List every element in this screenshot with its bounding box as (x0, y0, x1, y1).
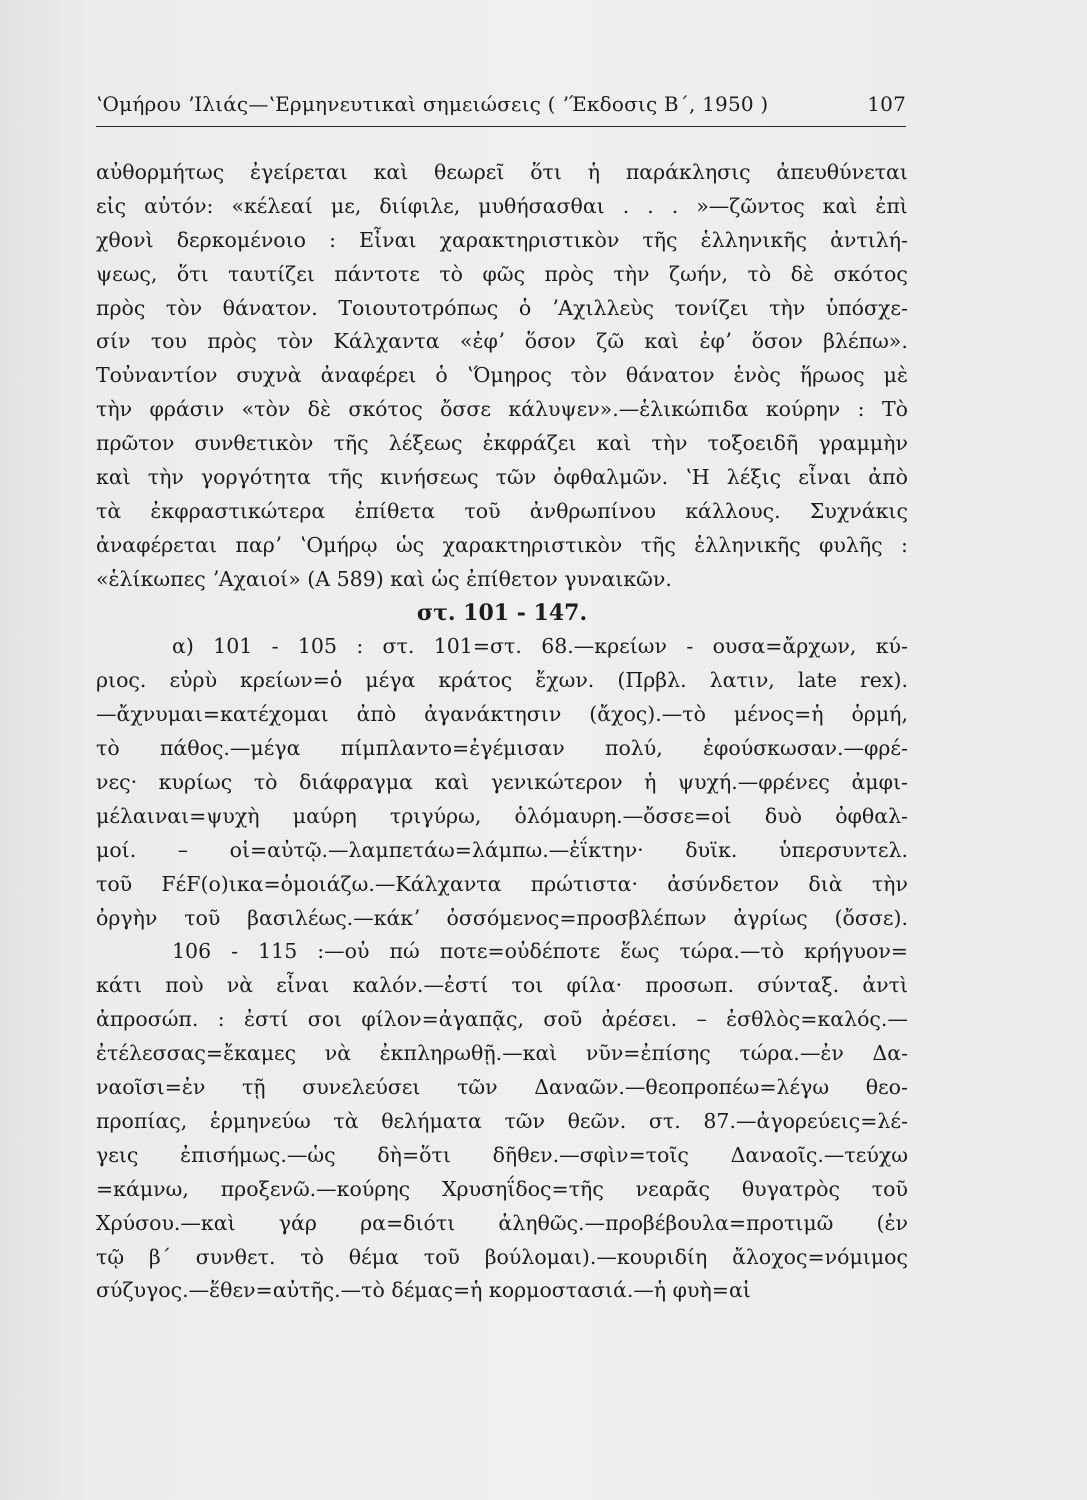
word: ὑπόσχε- (825, 295, 908, 320)
word: νεαρᾶς (635, 1176, 710, 1201)
word: τῆς (328, 465, 364, 490)
text-line (96, 258, 908, 292)
word: ουσα=ἄρχων, (712, 634, 857, 659)
word: λατιν, (709, 668, 775, 693)
word: ἐκπληρωθῇ.—καὶ (379, 1041, 558, 1066)
word: δῆθεν.—σφὶν=τοῖς (492, 1142, 689, 1167)
word: τοῦ (184, 905, 221, 930)
text-line (96, 969, 908, 1003)
word: ψεως, (96, 261, 158, 286)
word: ἀπροσώπ. (96, 1007, 199, 1032)
word: =κάμνω, (96, 1176, 189, 1201)
word: τὴν (613, 261, 650, 286)
word: τὸν (570, 363, 607, 388)
word: μὲ (883, 363, 908, 388)
word: βασιλέως.—κάκʼ (247, 905, 420, 930)
word: Κάλχαντα (333, 329, 440, 354)
word: χαρακτηριστικὸν (442, 532, 623, 557)
word: ἀγρίως (733, 905, 808, 930)
word: σοῦ (543, 1007, 583, 1032)
text-line (96, 1037, 908, 1071)
word: «ἐφʼ (459, 329, 505, 354)
word: ἀμφι- (851, 770, 908, 795)
word: Χρύσου.—καὶ (96, 1210, 236, 1235)
word: Εἶναι (359, 227, 417, 252)
word: ἑνὸς (733, 363, 781, 388)
word: πρῶτον (96, 431, 175, 456)
word: μυθήσασθαι (478, 193, 605, 218)
word: τὸ (747, 261, 772, 286)
word: ὀργὴν (96, 905, 158, 930)
text-line (96, 190, 908, 224)
word: ὁλόμαυρη.—ὄσσε=οἱ (514, 803, 732, 828)
word: : (857, 397, 865, 422)
word: ἀναφέρει (320, 363, 417, 388)
text-line (96, 1105, 908, 1139)
text-line (96, 732, 908, 766)
word: ἐπὶ (875, 193, 908, 218)
word: ἐπισήμως.—ὡς (180, 1142, 336, 1167)
word: Τὸ (881, 397, 908, 422)
word: βούλομαι).—κουριδίη (484, 1244, 708, 1269)
word: Δαναοῖς.—τεύχω (730, 1142, 908, 1167)
word: α) (172, 634, 194, 659)
word: ὀσσόμενος=προσβλέπων (446, 905, 707, 930)
word: ὅσον (751, 329, 803, 354)
word: FέF(ο)ικα=ὁμοιάζω.—Κάλχαντα (161, 871, 502, 896)
word: «κέλεαί (231, 193, 313, 218)
word: τῶν (504, 1108, 545, 1133)
word: (ἄχος).—τὸ (589, 702, 706, 727)
word: καὶ (822, 193, 858, 218)
word: δὲ (307, 397, 331, 422)
word: θάνατον (625, 363, 715, 388)
word: ρα=διότι (360, 1210, 456, 1235)
text-line (96, 393, 908, 427)
word: τὴν (769, 295, 806, 320)
word: του (150, 329, 187, 354)
word: 68.—κρείων (541, 634, 667, 659)
word: πρώτιστα· (530, 871, 639, 896)
word: 101 (213, 634, 253, 659)
word: θέμα (348, 1244, 399, 1269)
word: —ἄχνυμαι=κατέχομαι (96, 702, 329, 727)
word: : (356, 634, 364, 659)
word: τώρα.—ἐν (739, 1041, 844, 1066)
word: Δα- (872, 1041, 908, 1066)
word: 106 (172, 939, 212, 964)
word: προσωπ. (645, 973, 734, 998)
word: κρείων=ὁ (240, 668, 343, 693)
word: τὸ (96, 736, 120, 761)
word: τὴν (871, 871, 908, 896)
word: ἀπευθύνεται (776, 160, 908, 184)
word: λέξεως (388, 431, 463, 456)
text-line (96, 359, 908, 393)
word: συνελεύσει (302, 1075, 421, 1100)
word: late (797, 668, 837, 693)
word: «τὸν (241, 397, 291, 422)
word: με, (330, 193, 362, 218)
text-line (96, 529, 908, 563)
word: νες· (96, 770, 138, 795)
word: (ὄσσε). (834, 905, 908, 930)
word: τοῦ (464, 498, 501, 523)
word: ʽΟμήρῳ (299, 532, 378, 557)
word: καὶ (644, 329, 680, 354)
word: πάντοτε (334, 261, 420, 286)
text-line (96, 800, 908, 834)
word: ζωήν, (668, 261, 729, 286)
word: μαύρη (292, 803, 357, 828)
word: ἀναφέρεται (96, 532, 218, 557)
word: τοῦ (871, 1176, 908, 1201)
word: ἐπίθετα (354, 498, 436, 523)
word: καὶ (434, 770, 470, 795)
word: ἑλληνικῆς (700, 227, 807, 252)
word: κυρίως (158, 770, 233, 795)
word: πίμπλαντο=ἐγέμισαν (340, 736, 565, 761)
word: τῶν (495, 465, 537, 490)
word: ὑπερσυντελ. (779, 837, 908, 862)
word: καλόν.—ἐστί (352, 973, 489, 998)
word: τὰ (333, 1108, 359, 1133)
word: χθονὶ (96, 227, 154, 252)
word: μέλαιναι=ψυχὴ (96, 803, 260, 828)
word: κράτος (438, 668, 513, 693)
word: τὸ (439, 261, 464, 286)
word: παρʼ (235, 532, 282, 557)
word: Δαναῶν.—θεοπροπέω=λέγω (534, 1075, 830, 1100)
word: β΄ (148, 1244, 171, 1269)
word: κινήσεως (380, 465, 479, 490)
word: μοί. (96, 837, 137, 862)
text-line (96, 292, 908, 326)
word: τῷ (96, 1244, 125, 1269)
word: ὀφθαλμῶν. (553, 465, 669, 490)
word: γεις (96, 1142, 139, 1167)
word: τοῦ (96, 871, 133, 896)
word: ἡ (644, 770, 657, 795)
word: ταυτίζει (228, 261, 315, 286)
word: ἑρμηνεύω (209, 1108, 311, 1133)
word: τριγύρω, (389, 803, 482, 828)
word: τὸν (277, 329, 314, 354)
word: διὰ (808, 871, 843, 896)
word: τὰ (96, 498, 122, 523)
word: τὸ (300, 1244, 324, 1269)
word: αὐτόν: (144, 193, 214, 218)
word: σοι (307, 1007, 343, 1032)
word: θελήματα (381, 1108, 482, 1133)
text-line (96, 935, 908, 969)
section-heading: στ. 101 - 147. (416, 599, 588, 626)
word: . (647, 193, 654, 218)
word: ἑλληνικῆς (694, 532, 801, 557)
word: φίλα· (566, 973, 623, 998)
word: (Πρβλ. (617, 668, 687, 693)
word: τῶν (457, 1075, 498, 1100)
word: τὸ (253, 770, 278, 795)
word: εἰς (96, 193, 127, 218)
word: λέξις (726, 465, 782, 490)
running-header (96, 92, 906, 116)
word: :—οὐ (317, 939, 370, 964)
word: φυλῆς (819, 532, 883, 557)
word: νὰ (324, 1041, 352, 1066)
word: κάτι (96, 973, 143, 998)
text-line (96, 1071, 908, 1105)
word: μένος=ἡ (733, 702, 824, 727)
text-line (96, 1207, 908, 1241)
word: . (622, 193, 630, 218)
word: σίν (96, 329, 131, 354)
word: : (901, 532, 908, 557)
word: ʼΑχιλλεὺς (551, 295, 655, 320)
word: θεωρεῖ (434, 160, 505, 184)
word: κύ- (875, 634, 908, 659)
word: τῆς (333, 431, 369, 456)
word: δυϊκ. (685, 837, 738, 862)
word: ἀρέσει. (601, 1007, 678, 1032)
text-line (96, 224, 908, 258)
text-line (96, 325, 908, 359)
word: ἥρωος (799, 363, 865, 388)
word: ἀγανάκτησιν (424, 702, 562, 727)
word: τῆς (640, 532, 676, 557)
word: ὁ (435, 363, 448, 388)
word: ναοῖσι=ἐν (96, 1075, 206, 1100)
word: σύνταξ. (757, 973, 840, 998)
word: θεῶν. (567, 1108, 627, 1133)
text-line (96, 1173, 908, 1207)
header-rule (96, 126, 906, 127)
word: κάλλους. (685, 498, 781, 523)
word: ποὺ (165, 973, 204, 998)
running-title: ʽΟμήρου ʼΙλιάς—ʽΕρμηνευτικαὶ σημειώσεις ( ʼΈκδοσις Β΄, 1950 ) (96, 92, 769, 116)
text-line (96, 1003, 908, 1037)
word: ψυχή.—φρένες (678, 770, 830, 795)
word: »—ζῶντος (696, 193, 805, 218)
word: ʽΌμηρος (466, 363, 552, 388)
word: τοι (511, 973, 544, 998)
word: ζῶ (596, 329, 625, 354)
word: ὁ (518, 295, 532, 320)
word: χαρακτηριστικὸν (439, 227, 620, 252)
word: ἐκφράζει (482, 431, 577, 456)
word: (ἐν (876, 1210, 908, 1235)
word: θυγατρὸς (741, 1176, 840, 1201)
text-line (96, 156, 908, 190)
word: μέγα (365, 668, 416, 693)
word: ἀντὶ (862, 973, 908, 998)
word: συχνὰ (236, 363, 302, 388)
word: 87.—ἀγορεύεις=λέ- (703, 1108, 908, 1133)
word: ἀληθῶς.—προβέβουλα=προτιμῶ (498, 1210, 834, 1235)
word: θεο- (865, 1075, 908, 1100)
word: – (696, 1007, 707, 1032)
word: ὅτι (176, 261, 209, 286)
word: τοξοειδῆ (707, 431, 799, 456)
word: ἀπὸ (356, 702, 397, 727)
word: φῶς (482, 261, 526, 286)
word: πολύ, (604, 736, 663, 761)
word: γοργότητα (200, 465, 311, 490)
word: ἐγείρεται (249, 160, 348, 184)
word: τὴν (96, 397, 133, 422)
word: ἀντιλή- (830, 227, 908, 252)
text-line (96, 495, 908, 529)
word: πώ (389, 939, 420, 964)
word: - (231, 939, 239, 964)
word: στ. (382, 634, 415, 659)
word: συνθετ. (195, 1244, 276, 1269)
word: ὄσσε (440, 397, 492, 422)
word: τώρα.—τὸ (679, 939, 785, 964)
word: – (177, 837, 189, 862)
word: ὅτι (530, 160, 562, 184)
word: τονίζει (674, 295, 749, 320)
word: δυὸ (764, 803, 803, 828)
text-line (96, 698, 908, 732)
text-line (96, 834, 908, 868)
word: 101=στ. (433, 634, 522, 659)
text-line (96, 902, 908, 936)
text-line (96, 766, 908, 800)
word: παράκλησις (625, 160, 751, 184)
word: τῇ (241, 1075, 266, 1100)
word: πρὸς (96, 295, 146, 320)
word: εὐρὺ (169, 668, 218, 693)
word: δερκομένοιο (176, 227, 307, 252)
word: : (217, 1007, 225, 1032)
text-line (96, 1139, 908, 1173)
word: 115 (258, 939, 298, 964)
word: καὶ (96, 465, 131, 490)
text-line (96, 868, 908, 902)
word: πρὸς (544, 261, 594, 286)
commentary-text (96, 156, 908, 1308)
word: τῆς (642, 227, 678, 252)
word: 105 (297, 634, 337, 659)
word: συνθετικὸν (194, 431, 314, 456)
word: ἐκφραστικώτερα (150, 498, 326, 523)
word: ἀπὸ (868, 465, 908, 490)
word: φράσιν (149, 397, 225, 422)
word: θάνατον. (222, 295, 318, 320)
word: ἐστί (244, 1007, 289, 1032)
word: οἱ=αὐτῷ.—λαμπετάω=λάμπω.—ἐΐκτην· (229, 837, 644, 862)
word: ʽΗ (685, 465, 710, 490)
page-number: 107 (867, 92, 906, 116)
word: στ. (648, 1108, 681, 1133)
word: γραμμὴν (818, 431, 908, 456)
word: κούρην (765, 397, 841, 422)
text-line (96, 427, 908, 461)
word: Τοιουτοτρόπως (338, 295, 499, 320)
word: σκότος (833, 261, 908, 286)
word: νὰ (226, 973, 254, 998)
word: νῦν=ἐπίσης (585, 1041, 711, 1066)
text-line (96, 461, 908, 495)
word: πάθος.—μέγα (159, 736, 301, 761)
word: τὸν (165, 295, 203, 320)
word: δὴ=ὅτι (377, 1142, 451, 1167)
word: τοῦ (423, 1244, 460, 1269)
word: προπίας, (96, 1108, 188, 1133)
word: rex). (859, 668, 908, 693)
word: καὶ (596, 431, 632, 456)
word: σκότος (348, 397, 423, 422)
text-line: σύζυγος.—ἕθεν=αὐτῆς.—τὸ δέμας=ἡ κορμοστασιά.—ἡ φυὴ=αἱ (96, 1278, 751, 1303)
word: διάφραγμα (299, 770, 413, 795)
word: - (271, 634, 279, 659)
word: . (671, 193, 679, 218)
word: ποτε=οὐδέποτε (439, 939, 601, 964)
word: προξενῶ.—κούρης (220, 1176, 411, 1201)
text-line (96, 630, 908, 664)
word: κρήγυον= (804, 939, 908, 964)
word: πρὸς (207, 329, 257, 354)
word: κάλυψεν».—ἑλικώπιδα (508, 397, 749, 422)
word: ἡ (587, 160, 601, 184)
text-line (96, 664, 908, 698)
word: Τοὐναντίον (96, 363, 218, 388)
word: ἐφʼ (699, 329, 732, 354)
word: ὀφθαλ- (835, 803, 908, 828)
word: ἀνθρωπίνου (529, 498, 656, 523)
word: εἶναι (798, 465, 852, 490)
word: εἶναι (276, 973, 330, 998)
word: αὐθορμήτως (96, 160, 225, 184)
word: φίλον=ἀγαπᾷς, (361, 1007, 525, 1032)
word: : (329, 227, 337, 252)
word: ριος. (96, 668, 147, 693)
word: - (686, 634, 694, 659)
word: γάρ (278, 1210, 317, 1235)
text-line: «ἑλίκωπες ʼΑχαιοί» (Α 589) καὶ ὡς ἐπίθετον γυναικῶν. (96, 566, 672, 591)
word: ἄλοχος=νόμιμος (732, 1244, 908, 1269)
word: γενικώτερον (490, 770, 623, 795)
word: ἐφούσκωσαν.—φρέ- (703, 736, 908, 761)
word: διίφιλε, (379, 193, 461, 218)
word: ἕως (620, 939, 660, 964)
word: ἐτέλεσσας=ἔκαμες (96, 1041, 297, 1066)
word: ὁρμή, (851, 702, 908, 727)
text-line (96, 1241, 908, 1275)
word: δὲ (790, 261, 815, 286)
word: ὅσον (524, 329, 576, 354)
word: Χρυσηΐδος=τῆς (441, 1176, 604, 1201)
word: τὴν (651, 431, 688, 456)
word: καὶ (373, 160, 409, 184)
word: τὴν (147, 465, 184, 490)
word: ἔχων. (535, 668, 595, 693)
word: ὡς (395, 532, 425, 557)
word: ἀσύνδετον (667, 871, 780, 896)
word: Συχνάκις (809, 498, 908, 523)
word: βλέπω». (823, 329, 908, 354)
word: ἐσθλὸς=καλός.— (726, 1007, 908, 1032)
